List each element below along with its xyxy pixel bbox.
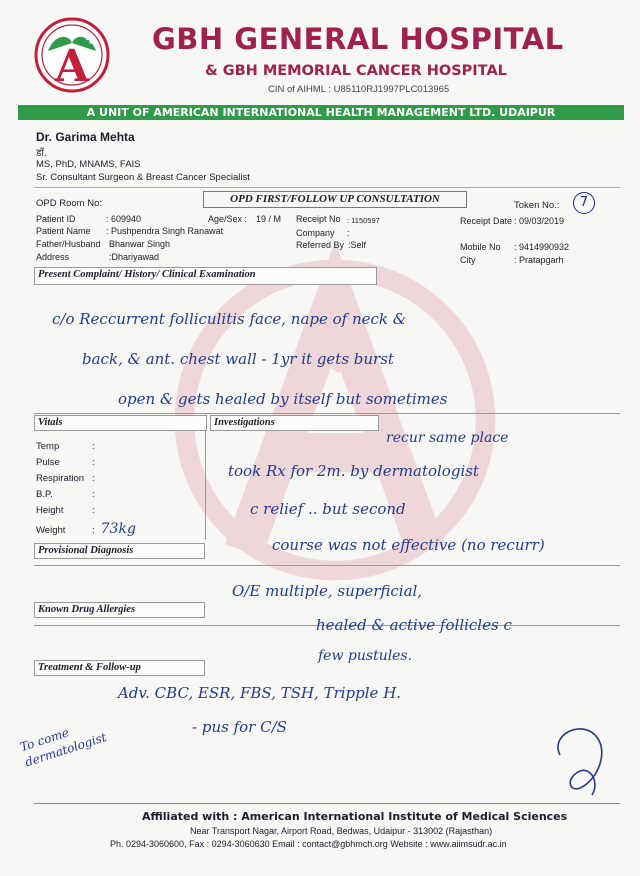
vital-label: Height [36,505,64,516]
vital-label: Temp [36,441,60,452]
doctor-hindi-prefix: डॉ. [36,148,47,159]
address-label: Address [36,252,70,262]
patient-name: : Pushpendra Singh Ranawat [106,226,224,236]
vital-weight [36,521,136,537]
consultation-title: OPD FIRST/FOLLOW UP CONSULTATION [203,191,467,208]
hospital-subtitle: & GBH MEMORIAL CANCER HOSPITAL [205,63,507,79]
note-line-7: course was not effective (no recurr) [272,536,545,554]
footer-address: Near Transport Nagar, Airport Road, Bedwas, Udaipur - 313002 (Rajasthan) [190,826,493,836]
vital-weight-value: 73kg [100,521,136,537]
diagnosis-section-header: Provisional Diagnosis [34,543,205,559]
note-line-3: open & gets healed by itself but sometimes [118,390,448,408]
vital-colon: : [92,457,95,468]
father-name: Bhanwar Singh [109,239,171,249]
section-divider [34,413,620,414]
vital-colon: : [92,489,95,500]
complaint-section-header: Present Complaint/ History/ Clinical Examination [34,267,377,285]
age-sex-label: Age/Sex : [208,214,248,224]
vital-pulse [36,457,95,468]
vital-label: Pulse [36,457,60,468]
token-label: Token No.: [514,200,560,211]
receipt-no-label: Receipt No [296,214,341,224]
note-line-6: c relief .. but second [250,500,406,518]
investigations-section-header: Investigations [210,415,379,431]
note-line-4: recur same place [386,430,509,446]
note-line-1: c/o Reccurrent folliculitis face, nape of neck & [52,310,407,328]
unit-band: A UNIT OF AMERICAN INTERNATIONAL HEALTH MANAGEMENT LTD. UDAIPUR [18,105,624,120]
vital-label: B.P. [36,489,53,500]
receipt-date-label: Receipt Date [460,216,513,226]
doctor-name: Dr. Garima Mehta [36,130,135,144]
opd-room-label: OPD Room No: [36,198,102,209]
side-note: To come dermatologist [18,725,109,770]
footer-contact: Ph. 0294-3060600, Fax : 0294-3060630 Email : contact@gbhmch.org Website : www.aiimsudr.ac.in [110,839,507,849]
note-line-12: - pus for C/S [192,718,287,736]
signature-icon [540,710,615,800]
vital-bp [36,489,95,500]
address-value: :Dhariyawad [109,252,160,262]
allergies-section-header: Known Drug Allergies [34,602,205,618]
section-divider [34,565,620,566]
note-line-9: healed & active follicles c [316,616,512,634]
vitals-section-header: Vitals [34,415,207,431]
receipt-no: : 1150597 [347,216,380,225]
referred-by-label: Referred By [296,240,345,250]
company-value: : [347,228,350,238]
logo-letter: A [54,41,90,92]
affiliation: Affiliated with : American International Institute of Medical Sciences [142,810,568,823]
vital-label: Weight [36,525,66,536]
vital-temp [36,441,95,452]
treatment-section-header: Treatment & Follow-up [34,660,205,676]
company-label: Company [296,228,335,238]
vital-colon: : [92,441,95,452]
note-line-10: few pustules. [318,648,413,664]
token-number: 7 [573,192,595,214]
mobile-number: : 9414990932 [514,242,570,252]
mobile-label: Mobile No [460,242,501,252]
footer-divider [34,803,620,804]
note-line-8: O/E multiple, superficial, [232,582,423,600]
note-line-2: back, & ant. chest wall - 1yr it gets burst [82,350,394,368]
vitals-divider [205,430,206,540]
hospital-title: GBH GENERAL HOSPITAL [152,22,564,56]
vital-label: Respiration [36,473,85,484]
vital-colon: : [92,473,95,484]
city-value: : Pratapgarh [514,255,564,265]
vital-colon: : [92,525,95,536]
hospital-logo-icon [34,17,110,93]
note-line-11: Adv. CBC, ESR, FBS, TSH, Tripple H. [118,684,402,702]
note-line-5: took Rx for 2m. by dermatologist [228,462,479,480]
vital-respiration [36,473,95,484]
receipt-date: : 09/03/2019 [514,216,565,226]
patient-id-label: Patient ID [36,214,76,224]
doctor-specialty: Sr. Consultant Surgeon & Breast Cancer Specialist [36,172,250,183]
city-label: City [460,255,476,265]
patient-id: : 609940 [106,214,142,224]
cin-number: CIN of AIHML : U85110RJ1997PLC013965 [268,84,450,95]
vital-colon: : [92,505,95,516]
referred-by: :Self [348,240,367,250]
divider [34,187,620,188]
vital-height [36,505,95,516]
doctor-degrees: MS, PhD, MNAMS, FAIS [36,159,141,170]
father-label: Father/Husband [36,239,101,249]
age-sex: 19 / M [256,214,282,224]
patient-name-label: Patient Name [36,226,91,236]
